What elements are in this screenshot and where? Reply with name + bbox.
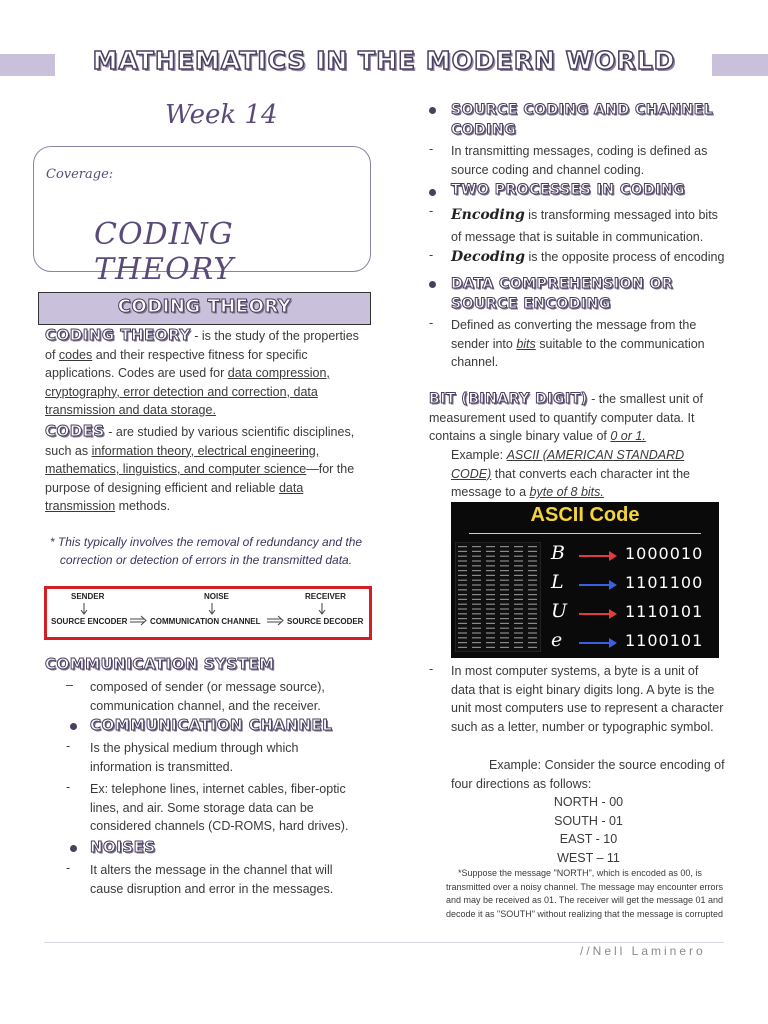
- bullet-marker: [70, 723, 77, 730]
- direction-north: NORTH - 00: [553, 795, 624, 809]
- right-arrow-icon: [577, 607, 621, 621]
- ascii-bits: 1100101: [625, 631, 704, 650]
- dash-marker: -: [66, 861, 71, 875]
- bullet-marker: [70, 845, 77, 852]
- section-title: CODING THEORY: [117, 296, 292, 317]
- ascii-row: [547, 571, 717, 597]
- ascii-example: Example: ASCII (AMERICAN STANDARD CODE) that converts each character int the message to a byte of 8 bits.: [451, 448, 690, 499]
- flow-encoder-label: SOURCE ENCODER: [51, 617, 128, 626]
- dash-marker: -: [429, 204, 434, 218]
- footer-author: //Nell Laminero: [580, 944, 706, 958]
- ascii-title: ASCII Code: [530, 504, 640, 526]
- dash-marker: -: [429, 142, 434, 156]
- coverage-label: Coverage:: [46, 167, 114, 182]
- ascii-underline: [469, 533, 701, 534]
- direction-west: WEST – 11: [557, 850, 620, 865]
- coverage-topic: CODING THEORY: [94, 217, 235, 287]
- comm-channel-example: Ex: telephone lines, internet cables, fiber-optic lines, and air. Some storage data can be considered channels (CD-ROMS, hard drives).: [90, 782, 349, 833]
- comm-system-desc: composed of sender (or message source), communication channel, and the receiver.: [90, 680, 325, 713]
- dash-marker: -: [429, 316, 434, 330]
- ascii-char: L: [551, 571, 564, 593]
- dash-marker: -: [66, 739, 71, 753]
- flow-channel-label: COMMUNICATION CHANNEL: [150, 617, 261, 626]
- down-arrow-icon: [319, 603, 325, 614]
- footer-divider: [44, 942, 724, 943]
- ascii-bits: 1000010: [625, 544, 704, 563]
- ascii-row: [547, 629, 717, 655]
- ascii-char: e: [551, 629, 563, 651]
- decoding-definition: Decoding is the opposite process of encoding: [451, 249, 725, 265]
- right-arrow-icon: [130, 616, 146, 625]
- noises-desc: It alters the message in the channel that will cause disruption and error in the messages.: [90, 863, 334, 896]
- ascii-code-image: [451, 502, 719, 658]
- page-title: MATHEMATICS IN THE MODERN WORLD: [92, 46, 676, 75]
- flow-decoder-label: SOURCE DECODER: [287, 617, 364, 626]
- source-channel-coding-title: SOURCE CODING AND CHANNEL CODING: [451, 102, 714, 138]
- comm-channel-desc: Is the physical medium through which information is transmitted.: [90, 741, 299, 774]
- data-comprehension-desc: Defined as converting the message from the sender into bits suitable to the communication channel.: [451, 318, 705, 369]
- ascii-row: [547, 600, 717, 626]
- down-arrow-icon: [209, 603, 215, 614]
- coding-theory-paragraph: CODING THEORY - is the study of the properties of codes and their respective fitness for specific applications. Codes are used for data compression, cryptography, error detection and correction, data transmission and data storage.: [45, 326, 359, 417]
- flow-sender-label: SENDER: [71, 592, 105, 601]
- data-comprehension-title: DATA COMPREHENSION OR SOURCE ENCODING: [451, 276, 674, 312]
- noises-title: NOISES: [90, 838, 156, 856]
- right-arrow-icon: [577, 636, 621, 650]
- byte-paragraph: In most computer systems, a byte is a unit of data that is eight binary digits long. A byte is the unit most computers use to represent a character such as a letter, number or typographic symbol.: [451, 664, 724, 734]
- direction-codes: [451, 793, 726, 867]
- bullet-marker: [429, 281, 436, 288]
- ascii-row: [547, 542, 717, 568]
- codes-paragraph: CODES - are studied by various scientific disciplines, such as information theory, electrical engineering, mathematics, linguistics, and computer science—for the purpose of designing efficient and reliable data transmission methods.: [45, 422, 355, 513]
- comm-channel-title: COMMUNICATION CHANNEL: [90, 716, 333, 734]
- right-arrow-icon: [577, 578, 621, 592]
- ascii-table-graphic: [455, 542, 541, 652]
- section-title-bar: [38, 292, 371, 325]
- noisy-channel-note: *Suppose the message "NORTH", which is encoded as 00, is transmitted over a noisy channel. The message may encounter errors and may be received as 01. The receiver will get the message 01 and decode it as "SOUTH" without realizing that the message is corrupted: [446, 868, 724, 919]
- comm-system-title: COMMUNICATION SYSTEM: [45, 655, 275, 673]
- dash-marker: -: [66, 780, 71, 794]
- ascii-char: B: [551, 542, 565, 564]
- coding-theory-term: CODING THEORY: [45, 326, 191, 344]
- direction-south: SOUTH - 01: [554, 813, 623, 828]
- right-arrow-icon: [577, 549, 621, 563]
- two-processes-title: TWO PROCESSES IN CODING: [451, 182, 686, 198]
- coverage-box: [33, 146, 371, 287]
- dash-marker: –: [66, 678, 73, 692]
- ascii-char: U: [551, 600, 568, 622]
- directions-example: Example: Consider the source encoding of four directions as follows:: [451, 758, 725, 791]
- bullet-marker: [429, 107, 436, 114]
- communication-flow-diagram: [44, 586, 372, 640]
- ascii-bits: 1101100: [625, 573, 704, 592]
- bit-paragraph: BIT (BINARY DIGIT) - the smallest unit of measurement used to quantify computer data. It contains a single binary value of 0 or 1.: [429, 391, 703, 443]
- source-channel-coding-desc: In transmitting messages, coding is defined as source coding and channel coding.: [451, 144, 708, 177]
- flow-receiver-label: RECEIVER: [305, 592, 346, 601]
- ascii-bits: 1110101: [625, 602, 704, 621]
- direction-east: EAST - 10: [559, 832, 618, 846]
- redundancy-note: * This typically involves the removal of redundancy and the correction or detection of errors in the transmitted data.: [49, 535, 363, 567]
- down-arrow-icon: [81, 603, 87, 614]
- dash-marker: -: [429, 662, 434, 676]
- week-label: Week 14: [165, 100, 278, 130]
- flow-noise-label: NOISE: [204, 592, 229, 601]
- codes-term: CODES: [45, 422, 105, 440]
- dash-marker: -: [429, 248, 434, 262]
- encoding-definition: Encoding is transforming messaged into bits of message that is suitable in communication.: [451, 207, 718, 244]
- bit-term: BIT (BINARY DIGIT): [429, 391, 588, 407]
- bullet-marker: [429, 189, 436, 196]
- right-arrow-icon: [267, 616, 283, 625]
